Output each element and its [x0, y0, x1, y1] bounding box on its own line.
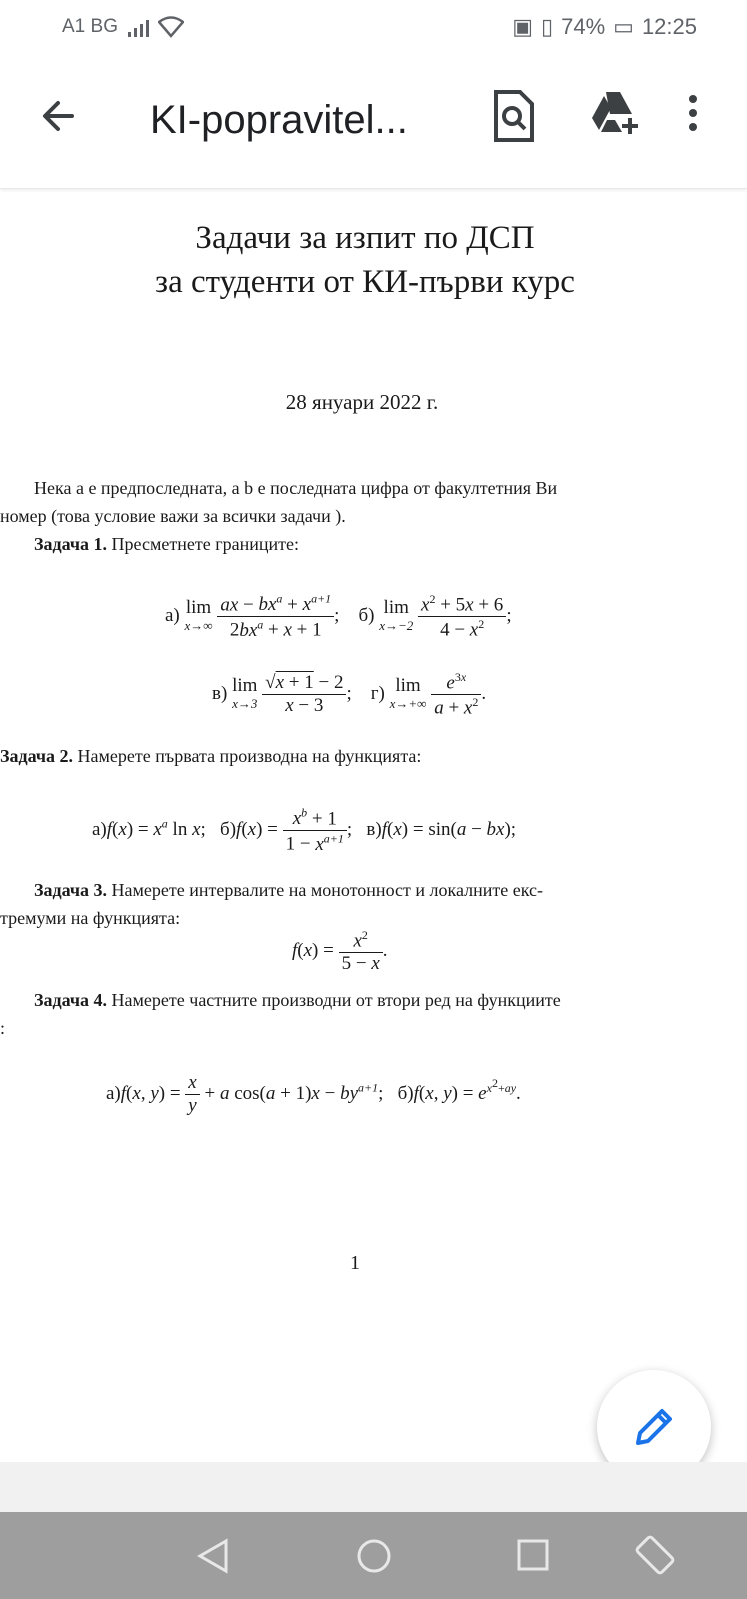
task2-label: Задача 2.: [0, 746, 74, 766]
intro-line1: Нека a е предпоследната, а b е последната цифра от факултетния Ви: [34, 478, 558, 498]
carrier-label: A1 BG: [62, 16, 118, 37]
system-nav-bar: [0, 1512, 747, 1599]
nav-back-icon[interactable]: [196, 1538, 230, 1574]
task4-label: Задача 4.: [34, 990, 108, 1010]
task1-heading: [34, 530, 299, 558]
task4-heading: [34, 986, 561, 1014]
task3-function: f(x) = $\frac{x^2}{5 - x}$ .: [292, 928, 388, 975]
task1-limits-row1: а) lim x→∞ $\frac{ax - bx^a + x^{a+1}}{2bx^a + x + 1}$ ; б) lim x→−2 $\frac{x^2 + 5x + 6}{4 - x^2}$ ;: [165, 592, 512, 641]
task3-text-line2: тремуми на функцията:: [0, 908, 181, 928]
page-gap: [0, 1462, 747, 1512]
doc-title-line2: за студенти от КИ-първи курс: [155, 264, 575, 300]
rotate-icon[interactable]: [634, 1534, 676, 1576]
battery-percent: 74%: [561, 14, 606, 39]
page-number: 1: [350, 1252, 360, 1274]
task4-text-line1: Намерете частните производни от втори ред на функциите: [111, 990, 561, 1010]
find-in-page-icon[interactable]: [492, 90, 536, 142]
app-bar: [0, 56, 747, 189]
add-to-drive-icon[interactable]: [590, 90, 640, 136]
task2-text: Намерете първата производна на функцията:: [77, 746, 422, 766]
battery-icon: ▭: [613, 14, 634, 39]
task2-heading: [0, 742, 421, 770]
task1-text: Пресметнете границите:: [111, 534, 299, 554]
wifi-icon: [158, 16, 184, 38]
task1-limits-row2: в) lim x→3 $\frac{√x + 1 - 2}{x - 3}$ ; г) lim x→+∞ $\frac{e^{3x}}{a + x^2}$ .: [212, 670, 487, 719]
task2-functions: $а)f(x) = x^a$ ln x; б)f(x) = $\frac{x^b + 1}{1 - x^{a+1}}$ ; в)f(x) = sin(a − bx);: [92, 806, 517, 855]
signal-icon: [128, 18, 152, 38]
doc-date: 28 януари 2022 г.: [285, 390, 439, 414]
back-arrow-icon[interactable]: [36, 94, 80, 138]
document-title: KI-popravitel...: [150, 98, 408, 142]
vibrate-icon: ▯: [540, 14, 554, 39]
intro-line2: номер (това условие важи за всички задачи ).: [0, 506, 346, 526]
nav-recents-icon[interactable]: [516, 1538, 550, 1572]
doc-title-line1: Задачи за изпит по ДСП: [195, 220, 535, 256]
edit-pencil-icon: [634, 1407, 674, 1447]
task4-text-line2: :: [0, 1018, 6, 1038]
nfc-icon: ▣: [512, 14, 533, 39]
task3-heading: [34, 876, 543, 904]
status-right: [512, 14, 697, 40]
task3-label: Задача 3.: [34, 880, 108, 900]
status-bar: [0, 0, 747, 56]
task1-label: Задача 1.: [34, 534, 108, 554]
nav-home-icon[interactable]: [356, 1538, 392, 1574]
task4-functions: а)f(x, y) = $\frac{x}{y}$ + a $\cos(a + 1)x - by^{a+1}$; б)f(x, $y) = e^{x^2+ay}$.: [106, 1072, 521, 1116]
task3-text-line1: Намерете интервалите на монотонност и локалните екс-: [111, 880, 543, 900]
clock: 12:25: [641, 14, 697, 39]
document-page: [0, 192, 747, 1462]
more-vert-icon[interactable]: [686, 94, 700, 134]
